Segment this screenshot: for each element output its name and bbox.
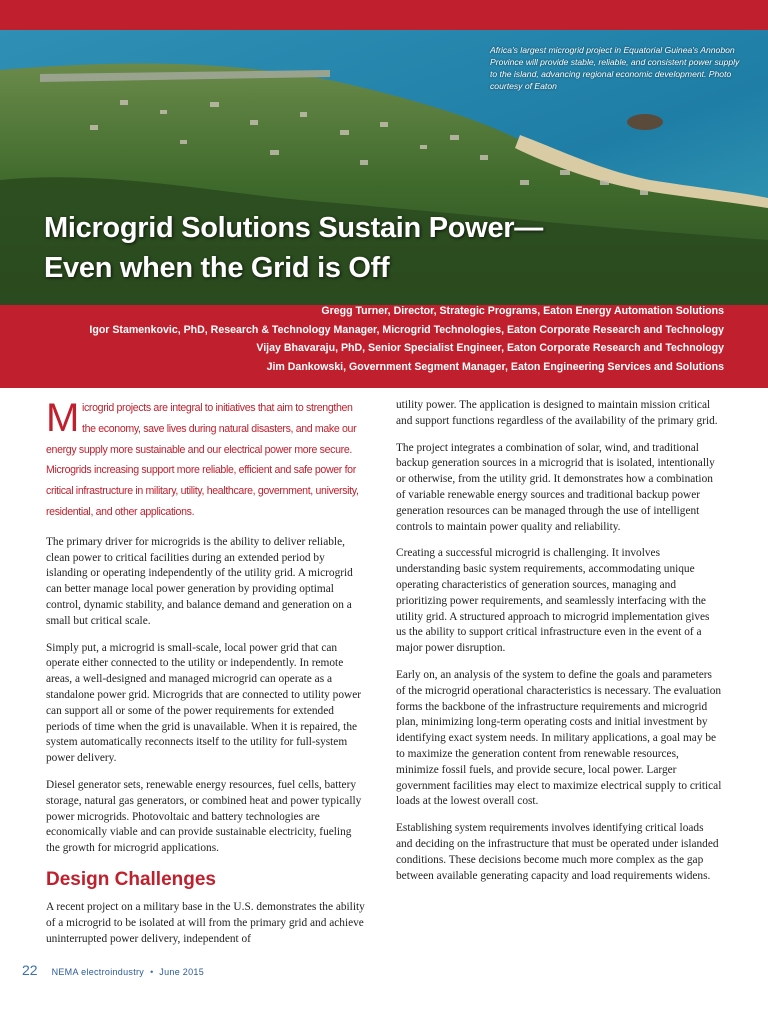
section-heading: Design Challenges: [46, 868, 216, 890]
intro-text: icrogrid projects are integral to initiatives that aim to strengthen the economy, save lives during natural disasters, and make our energy supply more sustainable and our electrical power more secure. Microgrids increasing support more reliable, efficient and safe power for critical infrastructure in military, utility, healthcare, government, university, residential, and other applications.: [46, 402, 359, 518]
body-paragraph: Early on, an analysis of the system to define the goals and parameters of the microgrid operational characteristics is necessary. The evaluation forms the backbone of the infrastructure requirements and microgrid plan, minimizing long-term operating costs and initial investment by identifying exact system needs. In military applications, a goal may be to maximize the generation content from renewable resources, minimize fossil fuels, and provide secure, local power. Larger government facilities may elect to maximize electrical supply to critical loads at the lowest overall cost.: [396, 668, 722, 808]
drop-cap: M: [46, 396, 79, 440]
author-line: Igor Stamenkovic, PhD, Research & Technology Manager, Microgrid Technologies, Eaton Corporate Research and Technology: [89, 323, 724, 336]
body-paragraph: The primary driver for microgrids is the ability to deliver reliable, clean power to critical facilities during an extended period by islanding or operating independently of the utility grid. A microgrid can better manage local power generation by providing optimal control, dynamic stability, and balance demand and generation on a small but critical scale.: [46, 535, 353, 627]
issue-date: June 2015: [159, 967, 205, 977]
page-number: 22: [22, 962, 38, 978]
body-paragraph: Simply put, a microgrid is small-scale, local power grid that can operate either connected to the utility or independently. In remote areas, a well-designed and managed microgrid can operate as a standalone power grid. Microgrids that are connected to utility power can support all or some of the power requirements for extended periods of time when the grid is unavailable. When it is repaired, the system automatically reconnects itself to the utility for full-system power delivery.: [46, 641, 362, 765]
body-paragraph: Diesel generator sets, renewable energy resources, fuel cells, battery storage, natural gas generators, or combined heat and power typically power microgrids. Photovoltaic and battery technologies are economically viable and can provide sustainable electricity, fueling the growth for microgrid applications.: [46, 778, 362, 855]
footer-separator: •: [150, 967, 154, 977]
article-title: [44, 208, 684, 288]
left-column: [46, 398, 366, 958]
photo-caption: Africa's largest microgrid project in Equatorial Guinea's Annobon Province will provide stable, reliable, and consistent power supply to the island, advancing regional economic development. Photo courtesy of Eaton: [490, 45, 740, 91]
author-line: Gregg Turner, Director, Strategic Programs, Eaton Energy Automation Solutions: [321, 305, 724, 317]
title-line-2: Even when the Grid is Off: [44, 252, 390, 284]
title-line-1: Microgrid Solutions Sustain Power—: [44, 212, 543, 244]
author-line: Jim Dankowski, Government Segment Manager, Eaton Engineering Services and Solutions: [266, 360, 724, 373]
right-column: [396, 398, 722, 895]
top-red-band: [0, 0, 768, 30]
body-paragraph: The project integrates a combination of solar, wind, and traditional backup generation sources in a microgrid that is isolated, intentionally or otherwise, from the utility grid. It demonstrates how a combination of variable renewable energy sources and traditional backup power generation resources can be managed through the use of intelligent controls to maintain power quality and reliability.: [396, 441, 715, 533]
intro-paragraph: [46, 398, 366, 523]
body-paragraph: utility power. The application is designed to maintain mission critical and support functions regardless of the availability of the primary grid.: [396, 399, 718, 427]
author-list: [89, 302, 724, 376]
publication-name: NEMA electroindustry: [51, 967, 145, 977]
body-paragraph: Establishing system requirements involves identifying critical loads and deciding on the infrastructure that must be operated under islanded conditions. These decisions become much more complex as the gap between available generating capacity and load requirements widens.: [396, 822, 719, 882]
body-paragraph: Creating a successful microgrid is challenging. It involves understanding basic system requirements, accommodating unique operating characteristics of generation sources, managing and prioritizing power requirements, and seamlessly interfacing with the utility grid. A structured approach to microgrid implementation gives us the ability to support critical infrastructure even in the event of a major power disruption.: [396, 547, 710, 655]
author-line: Vijay Bhavaraju, PhD, Senior Specialist Engineer, Eaton Corporate Research and Technology: [256, 342, 724, 355]
body-paragraph: A recent project on a military base in the U.S. demonstrates the ability of a microgrid to be isolated at will from the primary grid and achieve uninterrupted power delivery, independent of: [46, 900, 365, 945]
page-footer: [22, 962, 204, 978]
